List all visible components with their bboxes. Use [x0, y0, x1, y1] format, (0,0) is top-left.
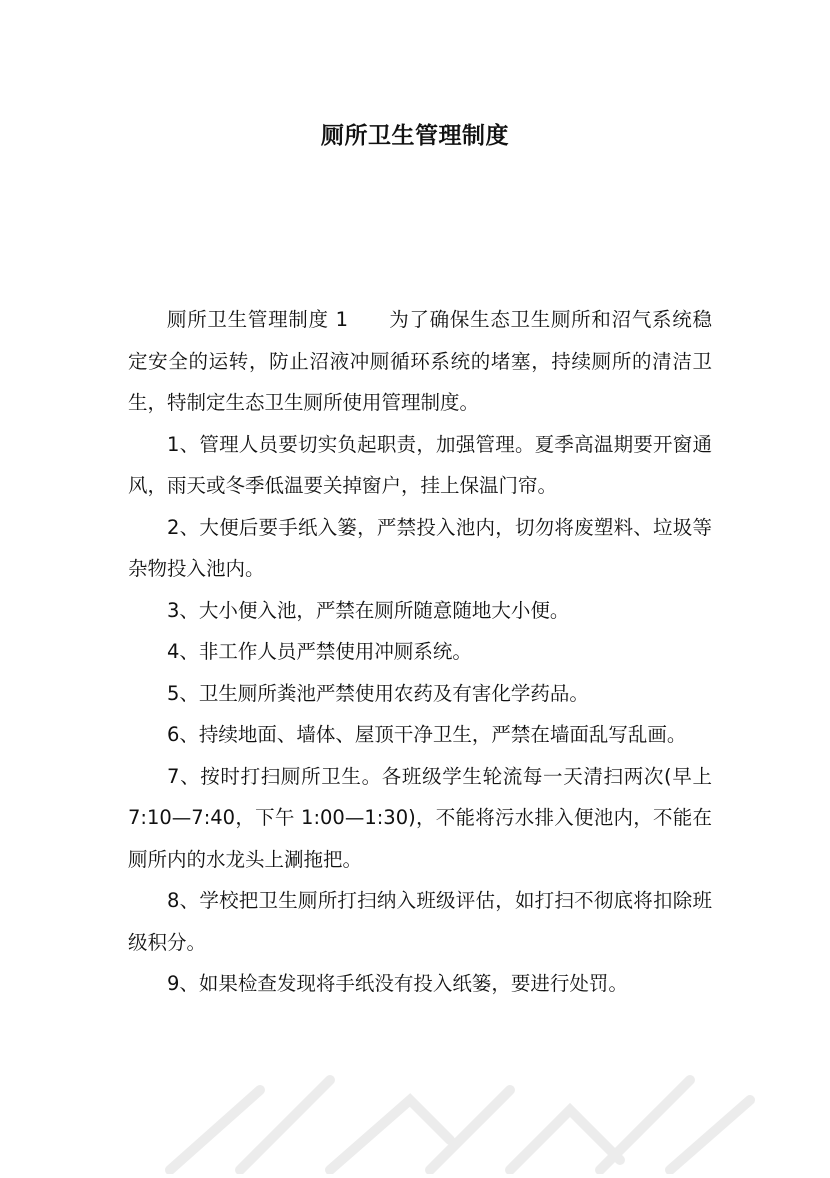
paragraph-rule-8: 8、学校把卫生厕所打扫纳入班级评估，如打扫不彻底将扣除班级积分。 — [128, 889, 712, 954]
paragraph-rule-6: 6、持续地面、墙体、屋顶干净卫生，严禁在墙面乱写乱画。 — [167, 723, 687, 746]
document-body — [128, 299, 712, 1005]
paragraph-rule-5: 5、卫生厕所粪池严禁使用农药及有害化学药品。 — [167, 681, 589, 705]
document-title: 厕所卫生管理制度 — [321, 123, 509, 149]
paragraph-rule-1: 1、管理人员要切实负起职责，加强管理。夏季高温期要开窗通风，雨天或冬季低温要关掉窗户，挂上保温门帘。 — [128, 432, 712, 497]
paragraph-intro: 厕所卫生管理制度 1 为了确保生态卫生厕所和沼气系统稳定安全的运转，防止沼液冲厕循环系统的堵塞，持续厕所的清洁卫生，特制定生态卫生厕所使用管理制度。 — [128, 308, 712, 414]
paragraph-rule-3: 3、大小便入池，严禁在厕所随意随地大小便。 — [167, 598, 570, 622]
paragraph-rule-7: 7、按时打扫厕所卫生。各班级学生轮流每一天清扫两次(早上 7:10—7:40，下午 1:00—1:30)，不能将污水排入便池内，不能在厕所内的水龙头上涮拖把。 — [128, 764, 712, 871]
paragraph-rule-2: 2、大便后要手纸入篓，严禁投入池内，切勿将废塑料、垃圾等杂物投入池内。 — [128, 515, 712, 580]
paragraph-rule-9: 9、如果检查发现将手纸没有投入纸篓，要进行处罚。 — [167, 972, 628, 995]
watermark-graphic — [150, 1050, 770, 1174]
paragraph-rule-4: 4、非工作人员严禁使用冲厕系统。 — [167, 640, 472, 663]
